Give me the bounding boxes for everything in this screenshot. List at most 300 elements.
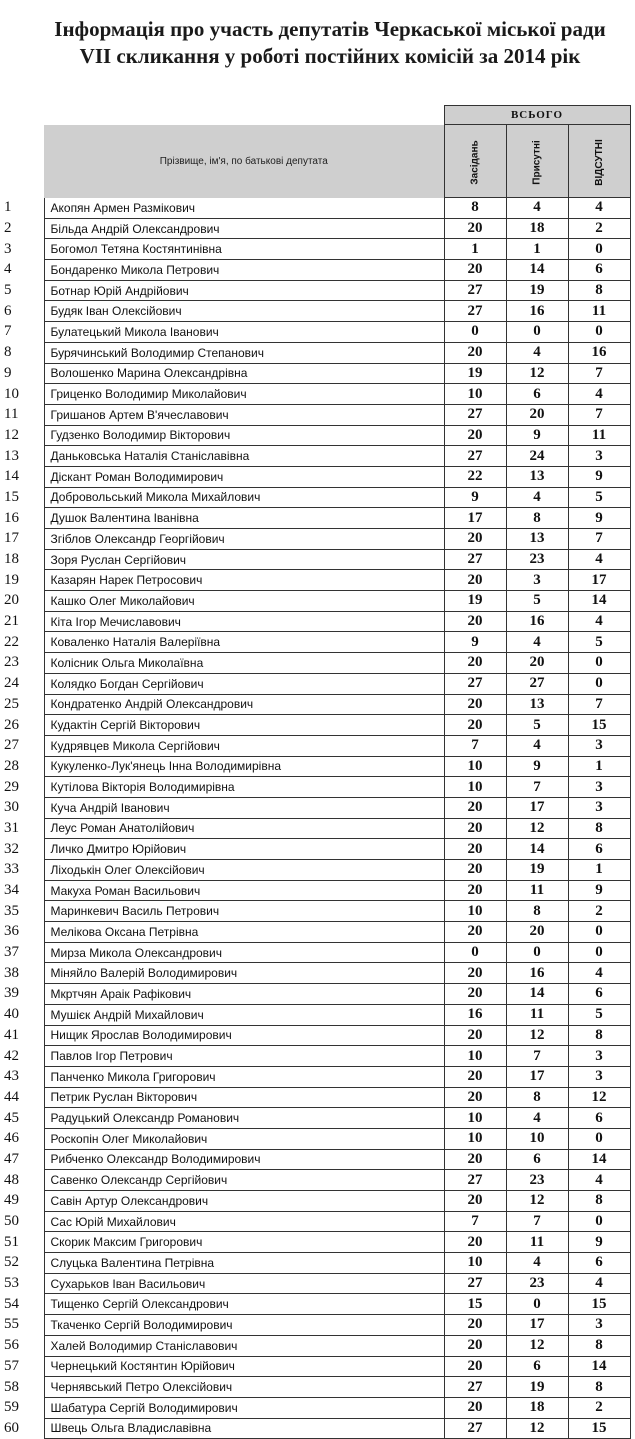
absent-count: 17	[568, 570, 630, 591]
deputy-name: Нищик Ярослав Володимирович	[44, 1025, 444, 1046]
absent-count: 9	[568, 508, 630, 529]
table-row	[2, 384, 630, 405]
present-count: 0	[506, 1294, 568, 1315]
table-row	[2, 611, 630, 632]
absent-count: 1	[568, 756, 630, 777]
meetings-count: 16	[444, 1004, 506, 1025]
present-column-header	[506, 125, 568, 198]
meetings-count: 27	[444, 549, 506, 570]
table-row	[2, 1294, 630, 1315]
present-count: 18	[506, 218, 568, 239]
meetings-count: 27	[444, 280, 506, 301]
meetings-count: 20	[444, 818, 506, 839]
absent-header-label: ВІДСУТНІ	[593, 139, 605, 186]
deputy-name: Більда Андрій Олександрович	[44, 218, 444, 239]
absent-count: 15	[568, 1418, 630, 1439]
table-row	[2, 1128, 630, 1149]
present-count: 16	[506, 963, 568, 984]
meetings-count: 20	[444, 529, 506, 550]
meetings-count: 20	[444, 839, 506, 860]
deputy-name: Роскопін Олег Миколайович	[44, 1128, 444, 1149]
table-row	[2, 1315, 630, 1336]
row-number: 7	[4, 323, 12, 340]
absent-count: 9	[568, 880, 630, 901]
deputy-name: Халей Володимир Станіславович	[44, 1335, 444, 1356]
present-count: 13	[506, 529, 568, 550]
absent-count: 15	[568, 1294, 630, 1315]
absent-count: 2	[568, 218, 630, 239]
deputy-name: Мирза Микола Олександрович	[44, 942, 444, 963]
present-count: 17	[506, 1066, 568, 1087]
meetings-count: 19	[444, 591, 506, 612]
present-count: 3	[506, 570, 568, 591]
absent-count: 4	[568, 198, 630, 219]
meetings-count: 27	[444, 446, 506, 467]
present-count: 11	[506, 1004, 568, 1025]
table-row	[2, 1273, 630, 1294]
meetings-count: 20	[444, 1066, 506, 1087]
table-row	[2, 363, 630, 384]
deputy-name: Кудактін Сергій Вікторович	[44, 715, 444, 736]
table-row	[2, 1046, 630, 1067]
row-number: 52	[4, 1254, 19, 1271]
meetings-column-header	[444, 125, 506, 198]
deputy-name: Кондратенко Андрій Олександрович	[44, 694, 444, 715]
present-count: 24	[506, 446, 568, 467]
table-row	[2, 942, 630, 963]
table-row	[2, 404, 630, 425]
present-count: 4	[506, 487, 568, 508]
deputy-name: Даньковська Наталія Станіславівна	[44, 446, 444, 467]
present-count: 11	[506, 1232, 568, 1253]
absent-count: 14	[568, 591, 630, 612]
meetings-count: 7	[444, 1211, 506, 1232]
present-count: 10	[506, 1128, 568, 1149]
absent-count: 3	[568, 446, 630, 467]
attendance-table	[2, 105, 631, 1439]
deputy-name: Акопян Армен Размікович	[44, 198, 444, 219]
meetings-count: 10	[444, 756, 506, 777]
absent-count: 4	[568, 963, 630, 984]
row-number: 39	[4, 985, 19, 1002]
row-number: 56	[4, 1337, 19, 1354]
meetings-count: 27	[444, 1170, 506, 1191]
absent-count: 5	[568, 1004, 630, 1025]
absent-count: 4	[568, 1170, 630, 1191]
row-number: 16	[4, 509, 19, 526]
table-row	[2, 218, 630, 239]
row-number: 37	[4, 944, 19, 961]
row-number: 38	[4, 964, 19, 981]
deputy-name: Макуха Роман Васильович	[44, 880, 444, 901]
meetings-count: 20	[444, 880, 506, 901]
deputy-name: Тищенко Сергій Олександрович	[44, 1294, 444, 1315]
absent-count: 3	[568, 735, 630, 756]
meetings-count: 20	[444, 922, 506, 943]
row-number: 50	[4, 1213, 19, 1230]
table-row	[2, 1211, 630, 1232]
row-number: 20	[4, 592, 19, 609]
deputy-name: Шабатура Сергій Володимирович	[44, 1397, 444, 1418]
row-number: 59	[4, 1399, 19, 1416]
deputy-name: Личко Дмитро Юрійович	[44, 839, 444, 860]
meetings-count: 8	[444, 198, 506, 219]
absent-count: 5	[568, 487, 630, 508]
row-number: 8	[4, 344, 12, 361]
deputy-name: Сас Юрій Михайлович	[44, 1211, 444, 1232]
table-row	[2, 860, 630, 881]
row-number: 23	[4, 654, 19, 671]
present-count: 7	[506, 1211, 568, 1232]
meetings-count: 10	[444, 1253, 506, 1274]
row-number: 24	[4, 675, 19, 692]
table-row	[2, 1191, 630, 1212]
absent-count: 2	[568, 901, 630, 922]
absent-count: 7	[568, 529, 630, 550]
table-row	[2, 922, 630, 943]
deputy-name: Кіта Ігор Мечиславович	[44, 611, 444, 632]
absent-count: 9	[568, 466, 630, 487]
deputy-name: Колісник Ольга Миколаївна	[44, 653, 444, 674]
table-row	[2, 1066, 630, 1087]
table-body	[2, 198, 630, 1439]
row-number: 40	[4, 1006, 19, 1023]
present-count: 8	[506, 901, 568, 922]
meetings-count: 20	[444, 1191, 506, 1212]
meetings-count: 20	[444, 218, 506, 239]
deputy-name: Чернявський Петро Олексійович	[44, 1377, 444, 1398]
deputy-name: Кукуленко-Лук'янець Інна Володимирівна	[44, 756, 444, 777]
table-row	[2, 901, 630, 922]
absent-count: 0	[568, 673, 630, 694]
deputy-name: Кудрявцев Микола Сергійович	[44, 735, 444, 756]
row-number: 49	[4, 1192, 19, 1209]
row-number: 29	[4, 778, 19, 795]
present-count: 20	[506, 922, 568, 943]
deputy-name: Волошенко Марина Олександрівна	[44, 363, 444, 384]
table-row	[2, 239, 630, 260]
meetings-count: 20	[444, 1315, 506, 1336]
deputy-name: Рибченко Олександр Володимирович	[44, 1149, 444, 1170]
present-count: 7	[506, 777, 568, 798]
table-row	[2, 673, 630, 694]
absent-count: 6	[568, 839, 630, 860]
table-row	[2, 1418, 630, 1439]
absent-count: 0	[568, 1211, 630, 1232]
meetings-count: 10	[444, 1046, 506, 1067]
row-number: 43	[4, 1068, 19, 1085]
absent-count: 3	[568, 777, 630, 798]
present-count: 20	[506, 653, 568, 674]
table-row	[2, 570, 630, 591]
absent-count: 7	[568, 363, 630, 384]
row-number: 6	[4, 302, 12, 319]
meetings-count: 20	[444, 653, 506, 674]
present-count: 4	[506, 735, 568, 756]
present-count: 8	[506, 508, 568, 529]
deputy-name: Швець Ольга Владиславівна	[44, 1418, 444, 1439]
meetings-count: 7	[444, 735, 506, 756]
meetings-count: 19	[444, 363, 506, 384]
meetings-count: 20	[444, 797, 506, 818]
deputy-name: Бурячинський Володимир Степанович	[44, 342, 444, 363]
present-count: 5	[506, 591, 568, 612]
deputy-name: Казарян Нарек Петросович	[44, 570, 444, 591]
present-count: 4	[506, 1108, 568, 1129]
present-count: 8	[506, 1087, 568, 1108]
table-row	[2, 1377, 630, 1398]
deputy-name: Міняйло Валерій Володимирович	[44, 963, 444, 984]
deputy-name: Сухарьков Іван Васильович	[44, 1273, 444, 1294]
present-count: 4	[506, 632, 568, 653]
meetings-count: 20	[444, 1149, 506, 1170]
deputy-name: Куча Андрій Іванович	[44, 797, 444, 818]
present-count: 1	[506, 239, 568, 260]
deputy-name: Маринкевич Василь Петрович	[44, 901, 444, 922]
absent-count: 3	[568, 1066, 630, 1087]
table-row	[2, 342, 630, 363]
row-number: 11	[4, 406, 19, 423]
table-row	[2, 322, 630, 343]
absent-count: 0	[568, 239, 630, 260]
meetings-count: 20	[444, 611, 506, 632]
table-row	[2, 839, 630, 860]
absent-count: 0	[568, 322, 630, 343]
meetings-count: 27	[444, 673, 506, 694]
table-row	[2, 653, 630, 674]
absent-count: 0	[568, 653, 630, 674]
row-number: 21	[4, 613, 19, 630]
table-row	[2, 487, 630, 508]
absent-count: 12	[568, 1087, 630, 1108]
row-number: 3	[4, 240, 12, 257]
row-number: 41	[4, 1026, 19, 1043]
absent-count: 8	[568, 1191, 630, 1212]
present-count: 12	[506, 1335, 568, 1356]
deputy-name: Петрик Руслан Вікторович	[44, 1087, 444, 1108]
present-count: 6	[506, 384, 568, 405]
present-count: 4	[506, 198, 568, 219]
meetings-count: 10	[444, 384, 506, 405]
present-count: 12	[506, 1025, 568, 1046]
present-count: 19	[506, 280, 568, 301]
deputy-name: Ткаченко Сергій Володимирович	[44, 1315, 444, 1336]
absent-count: 8	[568, 1025, 630, 1046]
absent-count: 6	[568, 260, 630, 281]
present-count: 6	[506, 1356, 568, 1377]
table-row	[2, 260, 630, 281]
absent-count: 8	[568, 818, 630, 839]
table-row	[2, 1170, 630, 1191]
row-number: 44	[4, 1088, 19, 1105]
table-row	[2, 591, 630, 612]
table-row	[2, 777, 630, 798]
present-header-label: Присутні	[531, 140, 543, 185]
table-row	[2, 1108, 630, 1129]
table-row	[2, 632, 630, 653]
absent-count: 4	[568, 611, 630, 632]
row-number: 34	[4, 882, 19, 899]
meetings-count: 20	[444, 1356, 506, 1377]
table-row	[2, 446, 630, 467]
absent-count: 4	[568, 384, 630, 405]
table-row	[2, 466, 630, 487]
absent-count: 11	[568, 425, 630, 446]
absent-count: 8	[568, 1335, 630, 1356]
row-number: 53	[4, 1275, 19, 1292]
meetings-count: 20	[444, 1087, 506, 1108]
meetings-count: 20	[444, 860, 506, 881]
row-number: 32	[4, 840, 19, 857]
absent-count: 6	[568, 1253, 630, 1274]
row-number: 4	[4, 261, 12, 278]
deputy-name: Савін Артур Олександрович	[44, 1191, 444, 1212]
row-number: 22	[4, 633, 19, 650]
row-number: 45	[4, 1109, 19, 1126]
table-row	[2, 549, 630, 570]
deputy-name: Будяк Іван Олексійович	[44, 301, 444, 322]
absent-count: 14	[568, 1149, 630, 1170]
row-number: 58	[4, 1378, 19, 1395]
deputy-name: Савенко Олександр Сергійович	[44, 1170, 444, 1191]
header-blank	[2, 106, 44, 125]
meetings-count: 27	[444, 301, 506, 322]
present-count: 12	[506, 1418, 568, 1439]
absent-count: 3	[568, 1315, 630, 1336]
present-count: 19	[506, 860, 568, 881]
table-row	[2, 529, 630, 550]
row-number: 2	[4, 220, 12, 237]
meetings-count: 27	[444, 1377, 506, 1398]
deputy-name: Зоря Руслан Сергійович	[44, 549, 444, 570]
table-row	[2, 1335, 630, 1356]
meetings-count: 17	[444, 508, 506, 529]
document-title: Інформація про участь депутатів Черкаської міської ради VII скликання у роботі постійних комісій за 2014 рік	[54, 17, 606, 68]
meetings-count: 20	[444, 963, 506, 984]
deputy-name: Панченко Микола Григорович	[44, 1066, 444, 1087]
deputy-name: Ліходькін Олег Олексійович	[44, 860, 444, 881]
total-group-header: ВСЬОГО	[444, 106, 630, 125]
deputy-name: Чернецький Костянтин Юрійович	[44, 1356, 444, 1377]
meetings-count: 20	[444, 1232, 506, 1253]
row-number: 10	[4, 385, 19, 402]
row-number: 54	[4, 1295, 19, 1312]
present-count: 17	[506, 797, 568, 818]
meetings-count: 1	[444, 239, 506, 260]
absent-count: 0	[568, 922, 630, 943]
present-count: 23	[506, 549, 568, 570]
meetings-count: 20	[444, 570, 506, 591]
deputy-name: Ботнар Юрій Андрійович	[44, 280, 444, 301]
deputy-name: Мушієк Андрій Михайлович	[44, 1004, 444, 1025]
deputy-name: Гудзенко Володимир Вікторович	[44, 425, 444, 446]
present-count: 13	[506, 466, 568, 487]
absent-count: 5	[568, 632, 630, 653]
present-count: 0	[506, 322, 568, 343]
deputy-name: Кашко Олег Миколайович	[44, 591, 444, 612]
table-row	[2, 797, 630, 818]
table-row	[2, 425, 630, 446]
absent-count: 8	[568, 280, 630, 301]
absent-count: 4	[568, 1273, 630, 1294]
row-number: 17	[4, 530, 19, 547]
absent-count: 8	[568, 1377, 630, 1398]
table-row	[2, 880, 630, 901]
row-number: 19	[4, 571, 19, 588]
row-number: 12	[4, 426, 19, 443]
table-row	[2, 1397, 630, 1418]
row-number: 48	[4, 1171, 19, 1188]
meetings-count: 20	[444, 342, 506, 363]
deputy-name: Скорик Максим Григорович	[44, 1232, 444, 1253]
table-row	[2, 715, 630, 736]
absent-count: 16	[568, 342, 630, 363]
deputy-name: Згіблов Олександр Георгійович	[44, 529, 444, 550]
table-row	[2, 301, 630, 322]
table-row	[2, 1232, 630, 1253]
meetings-count: 10	[444, 901, 506, 922]
meetings-count: 20	[444, 260, 506, 281]
present-count: 7	[506, 1046, 568, 1067]
present-count: 5	[506, 715, 568, 736]
row-number: 42	[4, 1047, 19, 1064]
header-blank	[2, 125, 44, 198]
table-row	[2, 735, 630, 756]
absent-count: 14	[568, 1356, 630, 1377]
row-number: 13	[4, 447, 19, 464]
present-count: 18	[506, 1397, 568, 1418]
row-number: 30	[4, 799, 19, 816]
present-count: 6	[506, 1149, 568, 1170]
present-count: 11	[506, 880, 568, 901]
table-row	[2, 1087, 630, 1108]
meetings-count: 0	[444, 942, 506, 963]
table-row	[2, 1253, 630, 1274]
deputy-name: Душок Валентина Іванівна	[44, 508, 444, 529]
absent-count: 0	[568, 1128, 630, 1149]
meetings-count: 20	[444, 1025, 506, 1046]
present-count: 20	[506, 404, 568, 425]
meetings-count: 22	[444, 466, 506, 487]
absent-count: 2	[568, 1397, 630, 1418]
row-number: 35	[4, 902, 19, 919]
present-count: 12	[506, 363, 568, 384]
table-row	[2, 756, 630, 777]
absent-count: 7	[568, 404, 630, 425]
meetings-count: 10	[444, 1128, 506, 1149]
deputy-name: Кутілова Вікторія Володимирівна	[44, 777, 444, 798]
absent-count: 15	[568, 715, 630, 736]
deputy-name: Коваленко Наталія Валеріївна	[44, 632, 444, 653]
row-number: 15	[4, 488, 19, 505]
table-row	[2, 508, 630, 529]
name-column-header: Прізвище, ім'я, по батькові депутата	[44, 125, 444, 198]
meetings-count: 15	[444, 1294, 506, 1315]
row-number: 5	[4, 282, 12, 299]
table-row	[2, 198, 630, 219]
row-number: 36	[4, 923, 19, 940]
meetings-count: 20	[444, 425, 506, 446]
table-row	[2, 963, 630, 984]
row-number: 60	[4, 1419, 19, 1436]
table-row	[2, 818, 630, 839]
meetings-count: 20	[444, 694, 506, 715]
absent-column-header	[568, 125, 630, 198]
row-number: 28	[4, 757, 19, 774]
meetings-count: 27	[444, 404, 506, 425]
deputy-name: Леус Роман Анатолійович	[44, 818, 444, 839]
row-number: 57	[4, 1357, 19, 1374]
